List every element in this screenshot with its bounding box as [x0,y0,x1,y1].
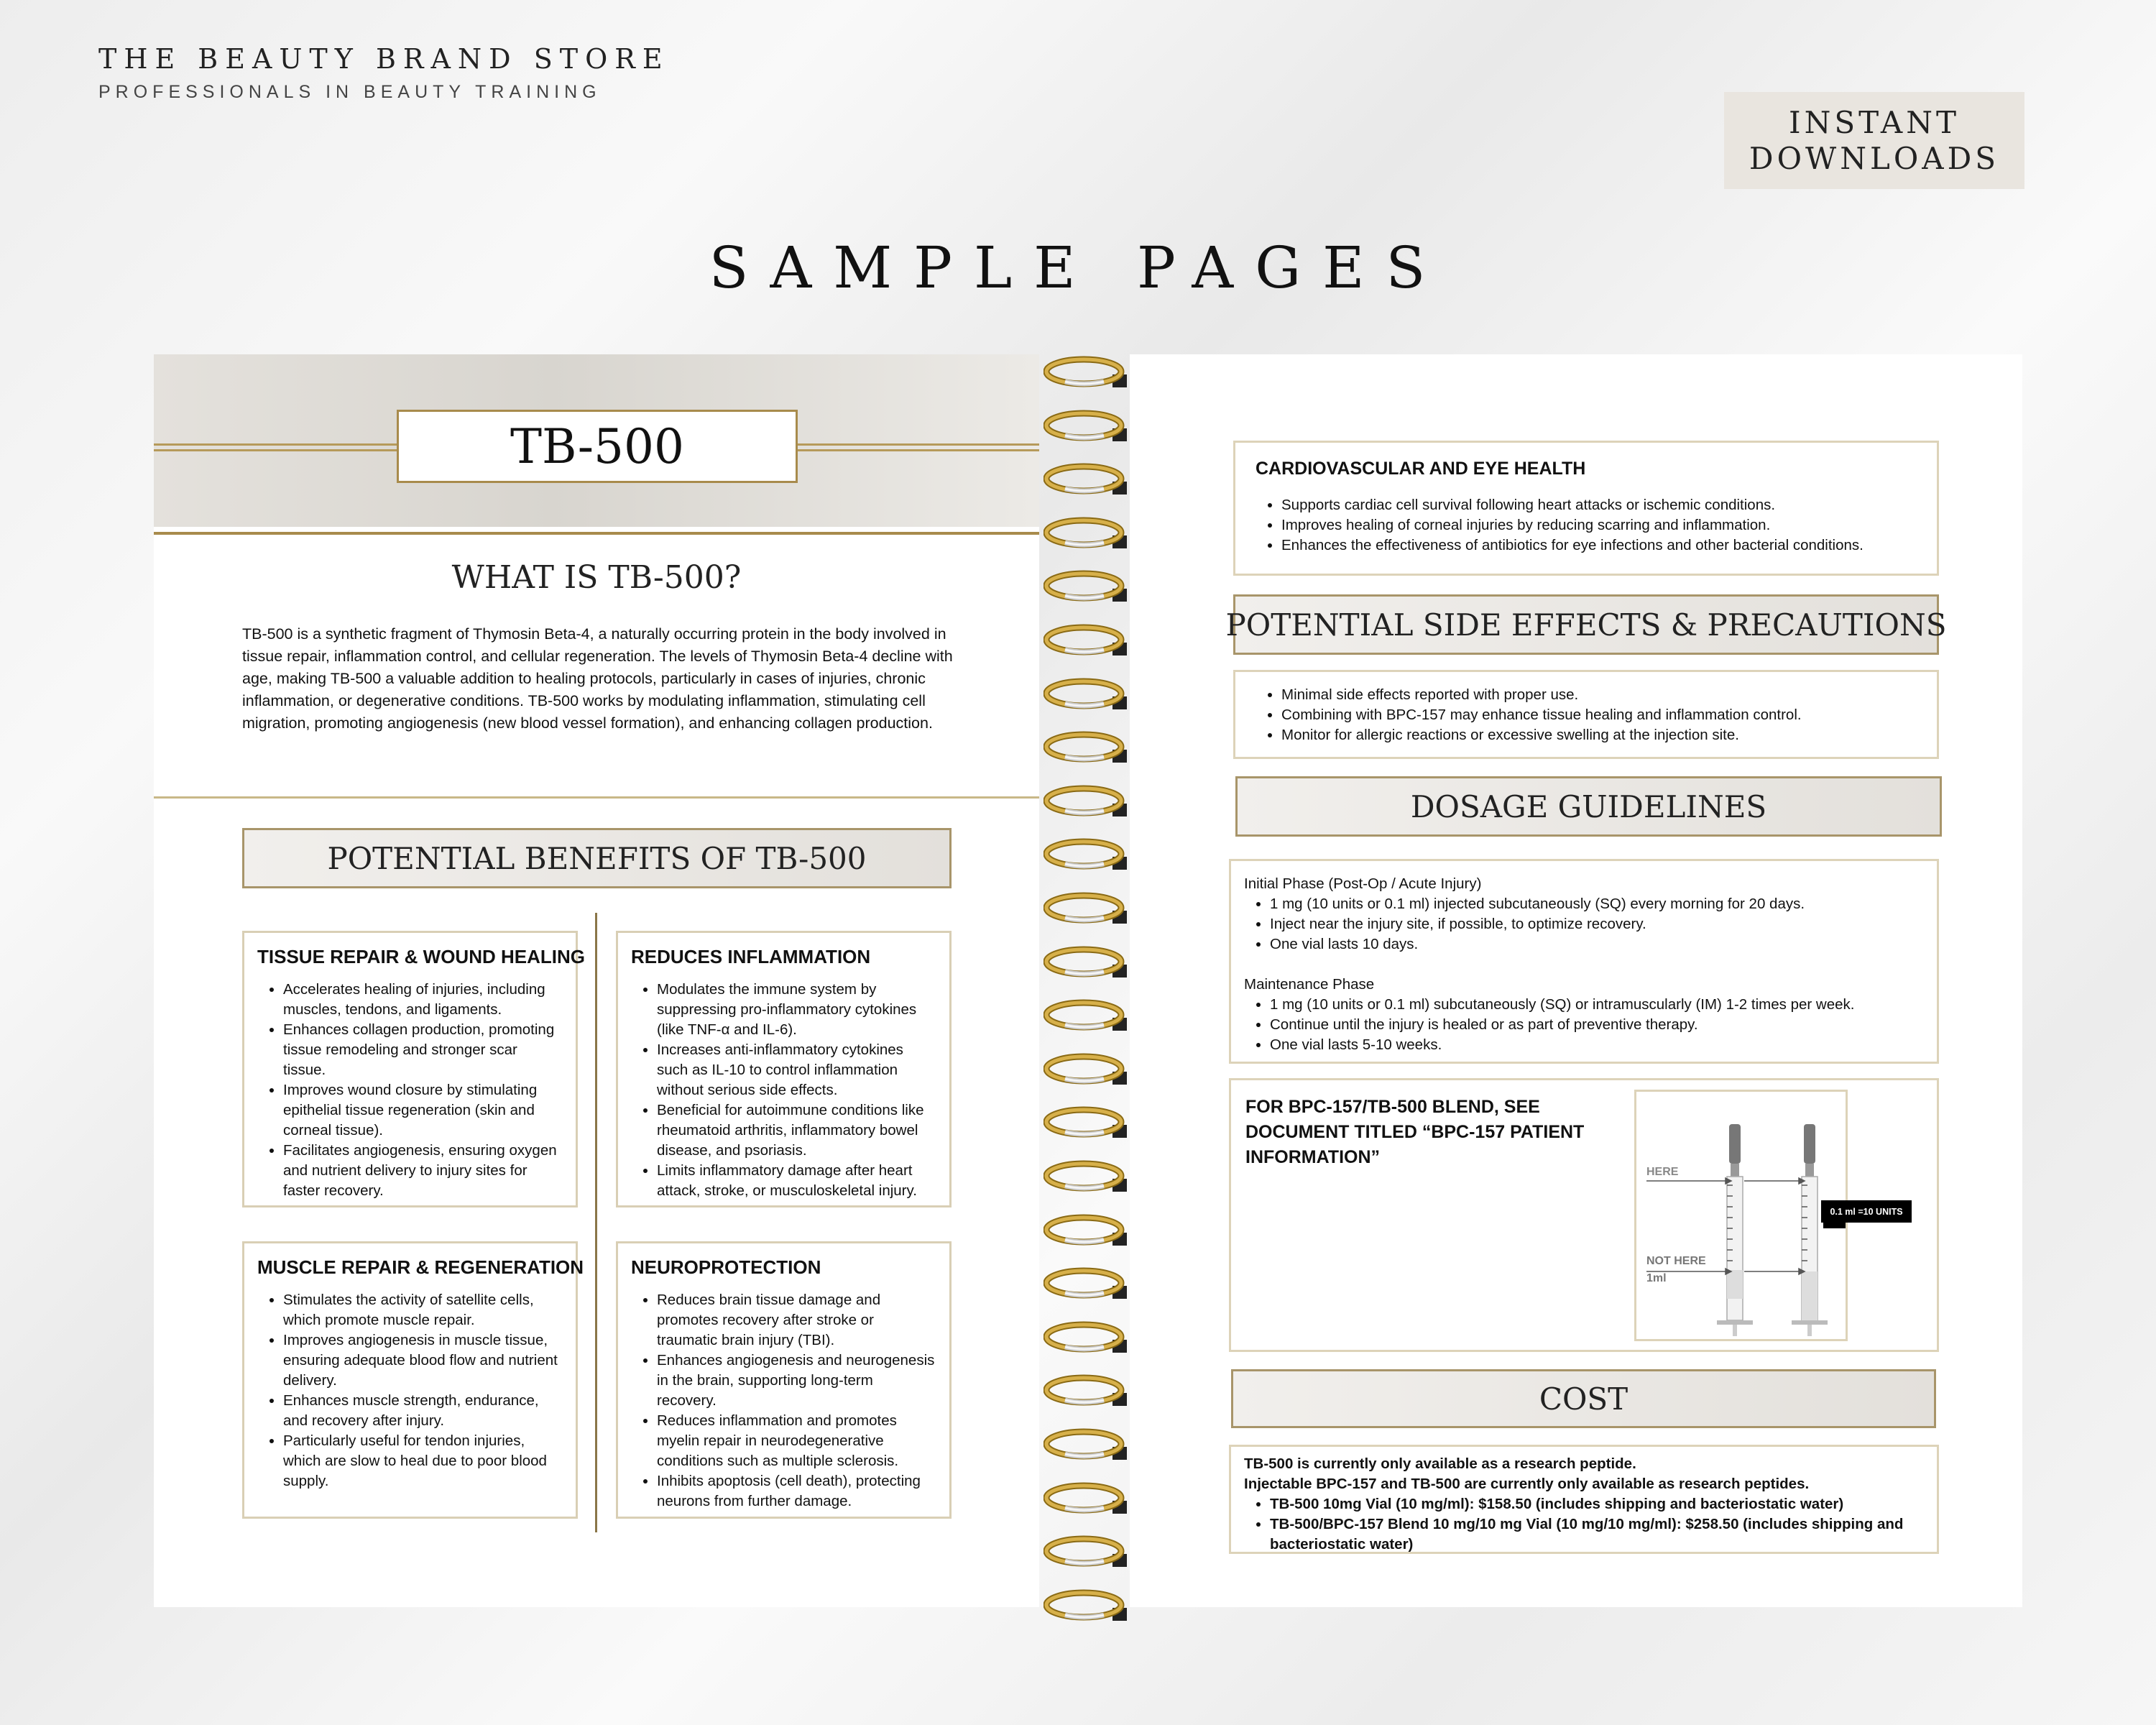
here-label: HERE [1646,1166,1679,1178]
section-divider [154,796,1039,799]
list-item: • Improves healing of corneal injuries by reducing scarring and inflammation. [1281,515,1917,535]
spiral-ring [1044,1482,1128,1514]
spiral-ring [1044,785,1128,816]
spiral-ring [1044,410,1128,441]
list-item: • Enhances collagen production, promoting tissue remodeling and stronger scar tissue. [283,1020,563,1080]
spiral-ring [1044,892,1128,924]
spiral-binding [1044,352,1138,1617]
side-effects-heading: POTENTIAL SIDE EFFECTS & PRECAUTIONS [1233,594,1939,655]
list-item: • Enhances muscle strength, endurance, and recovery after injury. [283,1391,563,1431]
instant-line-1: INSTANT [1789,104,1960,140]
card-muscle-repair [242,1241,584,1519]
intro-paragraph: TB-500 is a synthetic fragment of Thymosin Beta-4, a naturally occurring protein in the body involved in tissue repair, inflammation control, and cellular regeneration. The levels of Thymosin Beta-4 decline with age, making TB-500 a valuable addition to healing protocols, particularly in cases of injuries, chronic inflammation, or degenerative conditions. TB-500 works by modulating inflammation, stimulating cell migration, promoting angiogenesis (new blood vessel formation), and enhancing collagen production. [242,625,953,732]
cost-line-2: Injectable BPC-157 and TB-500 are currently only available as research peptides. [1244,1476,1810,1492]
spiral-ring [1044,1589,1128,1621]
spiral-ring [1044,1267,1128,1299]
cost-card [1229,1445,1939,1554]
list-item: • TB-500 10mg Vial (10 mg/ml): $158.50 (includes shipping and bacteriostatic water) [1270,1494,1924,1514]
syringe-illustration [1634,1090,1848,1341]
spiral-ring [1044,1160,1128,1192]
list-item: • Accelerates healing of injuries, including muscles, tendons, and ligaments. [283,980,563,1020]
spiral-ring [1044,463,1128,494]
card-list [631,1290,936,1512]
brand-name: THE BEAUTY BRAND STORE [98,43,670,75]
maintenance-phase-list [1244,995,1924,1055]
list-item: • Reduces brain tissue damage and promotes recovery after stroke or traumatic brain injury (TBI). [657,1290,936,1351]
benefits-heading: POTENTIAL BENEFITS OF TB-500 [242,828,952,888]
spiral-ring [1044,838,1128,870]
spiral-ring [1044,1374,1128,1406]
spiral-ring [1044,946,1128,978]
initial-phase-label: Initial Phase (Post-Op / Acute Injury) [1244,875,1482,892]
brand-tagline: PROFESSIONALS IN BEAUTY TRAINING [98,82,602,102]
page-title: SAMPLE PAGES [709,234,1447,301]
spiral-ring [1044,678,1128,709]
card-list [257,1290,563,1491]
initial-phase-list [1244,894,1924,954]
list-item: • Reduces inflammation and promotes myelin repair in neurodegenerative conditions such as multiple sclerosis. [657,1411,936,1471]
card-reduces-inflammation [616,931,952,1208]
list-item: • Increases anti-inflammatory cytokines such as IL-10 to control inflammation without serious side effects. [657,1040,936,1100]
spiral-ring [1044,731,1128,763]
list-item: • Limits inflammatory damage after heart attack, stroke, or musculoskeletal injury. [657,1161,936,1201]
card-title: TISSUE REPAIR & WOUND HEALING [257,946,585,967]
syringe-left [1717,1124,1753,1336]
spiral-ring [1044,1321,1128,1353]
list-item: • Facilitates angiogenesis, ensuring oxygen and nutrient delivery to injury sites for faster recovery. [283,1141,563,1201]
spiral-ring [1044,1428,1128,1460]
volume-label: 1ml [1646,1272,1667,1284]
spiral-ring [1044,624,1128,656]
list-item: • Monitor for allergic reactions or excessive swelling at the injection site. [1281,725,1917,745]
cost-heading: COST [1231,1369,1936,1428]
dosage-card [1229,859,1939,1064]
side-effects-card [1233,670,1939,759]
maintenance-phase-label: Maintenance Phase [1244,976,1375,993]
card-title: REDUCES INFLAMMATION [631,946,871,967]
card-title: MUSCLE REPAIR & REGENERATION [257,1256,584,1278]
band-line-right-bottom [798,449,1039,451]
list-item: • Modulates the immune system by suppressing pro-inflammatory cytokines (like TNF-α and IL-6). [657,980,936,1040]
list-item: • Enhances angiogenesis and neurogenesis in the brain, supporting long-term recovery. [657,1351,936,1411]
list-item: • Particularly useful for tendon injuries, which are slow to heal due to poor blood supply. [283,1431,563,1491]
list-item: • One vial lasts 5-10 weeks. [1270,1035,1924,1055]
card-neuroprotection [616,1241,952,1519]
list-item: • Enhances the effectiveness of antibiotics for eye infections and other bacterial conditions. [1281,535,1917,556]
list-item: • Continue until the injury is healed or as part of preventive therapy. [1270,1015,1924,1035]
spiral-ring [1044,1214,1128,1246]
spiral-ring [1044,1053,1128,1085]
what-is-heading: WHAT IS TB-500? [451,559,742,596]
spiral-ring [1044,356,1128,387]
spiral-ring [1044,1535,1128,1567]
tb500-title: TB-500 [397,410,798,483]
dosage-heading: DOSAGE GUIDELINES [1235,776,1942,837]
band-bottom-rule [154,532,1039,535]
spiral-ring [1044,1106,1128,1138]
card-title: NEUROPROTECTION [631,1256,821,1278]
cards-vertical-divider [595,913,597,1532]
cardio-eye-card [1233,441,1939,576]
side-effects-list [1256,685,1917,745]
instant-downloads-badge [1724,92,2024,189]
list-item: • TB-500/BPC-157 Blend 10 mg/10 mg Vial (10 mg/10 mg/ml): $258.50 (includes shipping and bacteriostatic water) [1270,1514,1924,1555]
not-here-label: NOT HERE [1646,1255,1706,1267]
list-item: • Stimulates the activity of satellite cells, which promote muscle repair. [283,1290,563,1330]
syringe-diagram [1636,1092,1846,1339]
card-list [257,980,563,1201]
card-tissue-repair [242,931,585,1208]
list-item: • Minimal side effects reported with proper use. [1281,685,1917,705]
spiral-ring [1044,517,1128,548]
list-item: • Inhibits apoptosis (cell death), protecting neurons from further damage. [657,1471,936,1512]
band-line-right-top [798,443,1039,446]
spiral-ring [1044,570,1128,602]
cardio-list [1256,495,1917,556]
cost-list [1244,1494,1924,1555]
band-line-left-top [154,443,397,446]
list-item: • Beneficial for autoimmune conditions like rheumatoid arthritis, inflammatory bowel disease, and psoriasis. [657,1100,936,1161]
list-item: • 1 mg (10 units or 0.1 ml) injected subcutaneously (SQ) every morning for 20 days. [1270,894,1924,914]
spiral-ring [1044,999,1128,1031]
list-item: • 1 mg (10 units or 0.1 ml) subcutaneously (SQ) or intramuscularly (IM) 1-2 times per week. [1270,995,1924,1015]
band-line-left-bottom [154,449,397,451]
instant-line-2: DOWNLOADS [1749,140,2000,176]
list-item: • Supports cardiac cell survival following heart attacks or ischemic conditions. [1281,495,1917,515]
syringe-right [1792,1124,1828,1336]
cost-line-1: TB-500 is currently only available as a research peptide. [1244,1455,1636,1472]
dose-badge: 0.1 ml =10 UNITS [1821,1200,1912,1223]
cardio-title: CARDIOVASCULAR AND EYE HEALTH [1256,459,1586,479]
card-list [631,980,936,1201]
blend-note: FOR BPC-157/TB-500 BLEND, SEE DOCUMENT TITLED “BPC-157 PATIENT INFORMATION” [1245,1097,1585,1167]
list-item: • Combining with BPC-157 may enhance tissue healing and inflammation control. [1281,705,1917,725]
list-item: • Improves wound closure by stimulating epithelial tissue regeneration (skin and corneal tissue). [283,1080,563,1141]
list-item: • One vial lasts 10 days. [1270,934,1924,954]
list-item: • Improves angiogenesis in muscle tissue, ensuring adequate blood flow and nutrient delivery. [283,1330,563,1391]
list-item: • Inject near the injury site, if possible, to optimize recovery. [1270,914,1924,934]
